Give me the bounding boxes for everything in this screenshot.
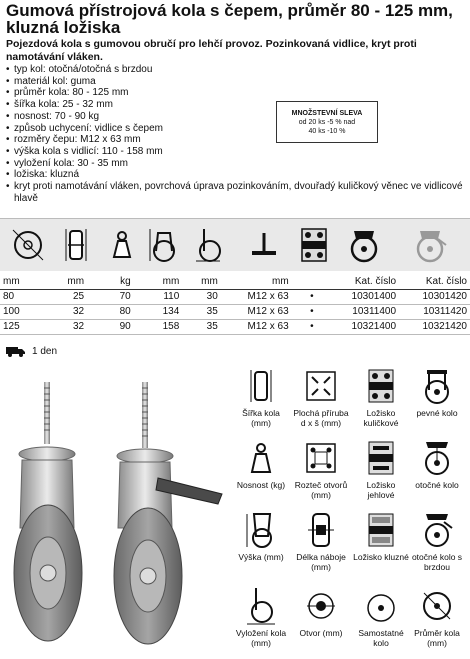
bolt-icon xyxy=(246,225,282,265)
feature-item: • typ kol: otočná/otočná s brzdou xyxy=(6,64,466,76)
ball-bearing-icon xyxy=(296,225,332,265)
table-row xyxy=(0,304,470,319)
legend-wheel-diameter xyxy=(409,586,465,648)
catalog-number: 10321420 xyxy=(399,319,470,334)
cell: 100 xyxy=(0,304,43,319)
cell: 70 xyxy=(87,289,134,304)
col-bolt-unit: mm xyxy=(221,274,292,289)
legend-single-wheel xyxy=(353,590,409,648)
cell: M12 x 63 xyxy=(221,304,292,319)
height-icon xyxy=(146,225,182,265)
col-width-unit: mm xyxy=(43,274,88,289)
col-offset-unit: mm xyxy=(182,274,220,289)
table-header-row xyxy=(0,274,470,289)
catalog-number: 10301420 xyxy=(399,289,470,304)
catalog-number: 10311420 xyxy=(399,304,470,319)
legend-label: Rozteč otvorů (mm) xyxy=(294,480,348,500)
swivel-caster-icon xyxy=(346,225,382,265)
legend-label: Otvor (mm) xyxy=(299,628,343,638)
spec-table xyxy=(0,274,470,335)
cell: 80 xyxy=(87,304,134,319)
legend-label: pevné kolo xyxy=(416,408,458,418)
hole-spacing-icon xyxy=(304,438,338,478)
discount-line: od 20 ks -5 % nad xyxy=(298,119,356,126)
cell: 158 xyxy=(134,319,183,334)
legend-fixed-caster xyxy=(409,366,465,419)
cell: 134 xyxy=(134,304,183,319)
legend-swivel-brake-caster xyxy=(409,510,465,572)
cell: 90 xyxy=(87,319,134,334)
legend-hole-spacing xyxy=(293,438,349,500)
feature-item: • kryt proti namotávání vláken, povrchová úprava pozinkováním, dvouřadý kuličkový věnec ve vidlicové hlavě xyxy=(6,181,466,204)
quantity-discount-box xyxy=(276,101,378,143)
bore-icon xyxy=(304,586,338,626)
delivery-text: 1 den xyxy=(32,346,58,357)
col-catalog-brake: Kat. číslo xyxy=(399,274,470,289)
intro-text: Pojezdová kola s gumovou obručí pro lehčí provoz. Pozinkovaná vidlice, kryt proti namotávání vláken. xyxy=(6,38,417,63)
offset-icon xyxy=(244,586,278,626)
legend-label: Samostatné kolo xyxy=(358,628,404,648)
legend-offset xyxy=(233,586,289,648)
legend-swivel-caster xyxy=(409,438,465,491)
plain-bearing-icon xyxy=(364,510,398,550)
cell: 35 xyxy=(182,304,220,319)
load-capacity-icon xyxy=(244,438,278,478)
cell: 110 xyxy=(134,289,183,304)
feature-item: • vyložení kola: 30 - 35 mm xyxy=(6,158,466,170)
delivery-info xyxy=(6,346,57,357)
legend-plain-bearing xyxy=(353,510,409,563)
swivel-brake-caster-icon xyxy=(420,510,454,550)
discount-title: MNOŽSTEVNÍ SLEVA xyxy=(291,110,363,117)
catalog-number: 10311400 xyxy=(332,304,399,319)
delivery-truck-icon xyxy=(6,346,26,357)
flat-plate-icon xyxy=(304,366,338,406)
cell: 125 xyxy=(0,319,43,334)
swivel-caster-icon xyxy=(420,438,454,478)
catalog-number: 10301400 xyxy=(332,289,399,304)
product-photo xyxy=(8,378,230,653)
col-diameter-unit: mm xyxy=(0,274,43,289)
feature-item: • ložiska: kluzná xyxy=(6,169,466,181)
cell: • xyxy=(292,304,333,319)
cell: 25 xyxy=(43,289,88,304)
col-catalog-swivel: Kat. číslo xyxy=(332,274,399,289)
feature-item: • výška kola s vidlicí: 110 - 158 mm xyxy=(6,146,466,158)
legend-ball-bearing xyxy=(353,366,409,428)
wheel-width-icon xyxy=(58,225,94,265)
feature-item: • způsob uchycení: vidlice s čepem xyxy=(6,123,466,135)
col-load-unit: kg xyxy=(87,274,134,289)
load-capacity-icon xyxy=(104,225,140,265)
legend-label: Ložisko kluzné xyxy=(353,552,409,562)
feature-item: • rozměry čepu: M12 x 63 mm xyxy=(6,134,466,146)
discount-line: 40 ks -10 % xyxy=(308,128,346,135)
col-bearing xyxy=(292,274,333,289)
fixed-caster-icon xyxy=(420,366,454,406)
legend-label: Ložisko jehlové xyxy=(366,480,396,500)
swivel-brake-caster-icon xyxy=(412,225,448,265)
legend-label: Průměr kola (mm) xyxy=(414,628,460,648)
cell: M12 x 63 xyxy=(221,289,292,304)
legend-label: Nosnost (kg) xyxy=(236,480,286,490)
legend-needle-bearing xyxy=(353,438,409,500)
table-row xyxy=(0,319,470,334)
legend-hub-length xyxy=(293,510,349,572)
wheel-diameter-icon xyxy=(420,586,454,626)
legend-label: Výška (mm) xyxy=(238,552,284,562)
legend-wheel-width xyxy=(233,366,289,428)
needle-bearing-icon xyxy=(364,438,398,478)
legend-load-capacity xyxy=(233,438,289,491)
cell: • xyxy=(292,319,333,334)
legend-flat-plate xyxy=(293,366,349,428)
ball-bearing-icon xyxy=(364,366,398,406)
legend-label: Ložisko kuličkové xyxy=(363,408,399,428)
wheel-width-icon xyxy=(244,366,278,406)
height-icon xyxy=(244,510,278,550)
cell: 32 xyxy=(43,319,88,334)
legend-label: Vyložení kola (mm) xyxy=(235,628,287,648)
page-title: Gumová přístrojová kola s čepem, průměr 80 - 125 mm, kluzná ložiska xyxy=(6,1,453,37)
cell: 35 xyxy=(182,319,220,334)
cell: 80 xyxy=(0,289,43,304)
feature-item: • materiál kol: guma xyxy=(6,76,466,88)
single-wheel-icon xyxy=(364,590,398,626)
wheel-diameter-icon xyxy=(10,225,46,265)
table-row xyxy=(0,289,470,304)
hub-length-icon xyxy=(304,510,338,550)
legend-label: Délka náboje (mm) xyxy=(296,552,346,572)
feature-item: • nosnost: 70 - 90 kg xyxy=(6,111,466,123)
feature-item: • průměr kola: 80 - 125 mm xyxy=(6,87,466,99)
legend-height xyxy=(233,510,289,563)
spec-icon-strip xyxy=(0,218,470,271)
legend-label: Plochá příruba d x š (mm) xyxy=(293,408,349,428)
cell: 30 xyxy=(182,289,220,304)
legend-label: otočné kolo s brzdou xyxy=(411,552,463,572)
cell: • xyxy=(292,289,333,304)
legend-label: otočné kolo xyxy=(415,480,459,490)
cell: M12 x 63 xyxy=(221,319,292,334)
col-height-unit: mm xyxy=(134,274,183,289)
feature-item: • šířka kola: 25 - 32 mm xyxy=(6,99,466,111)
feature-list xyxy=(6,64,466,204)
offset-icon xyxy=(190,225,226,265)
catalog-number: 10321400 xyxy=(332,319,399,334)
legend-label: Šířka kola (mm) xyxy=(242,408,280,428)
legend-bore xyxy=(293,586,349,639)
cell: 32 xyxy=(43,304,88,319)
